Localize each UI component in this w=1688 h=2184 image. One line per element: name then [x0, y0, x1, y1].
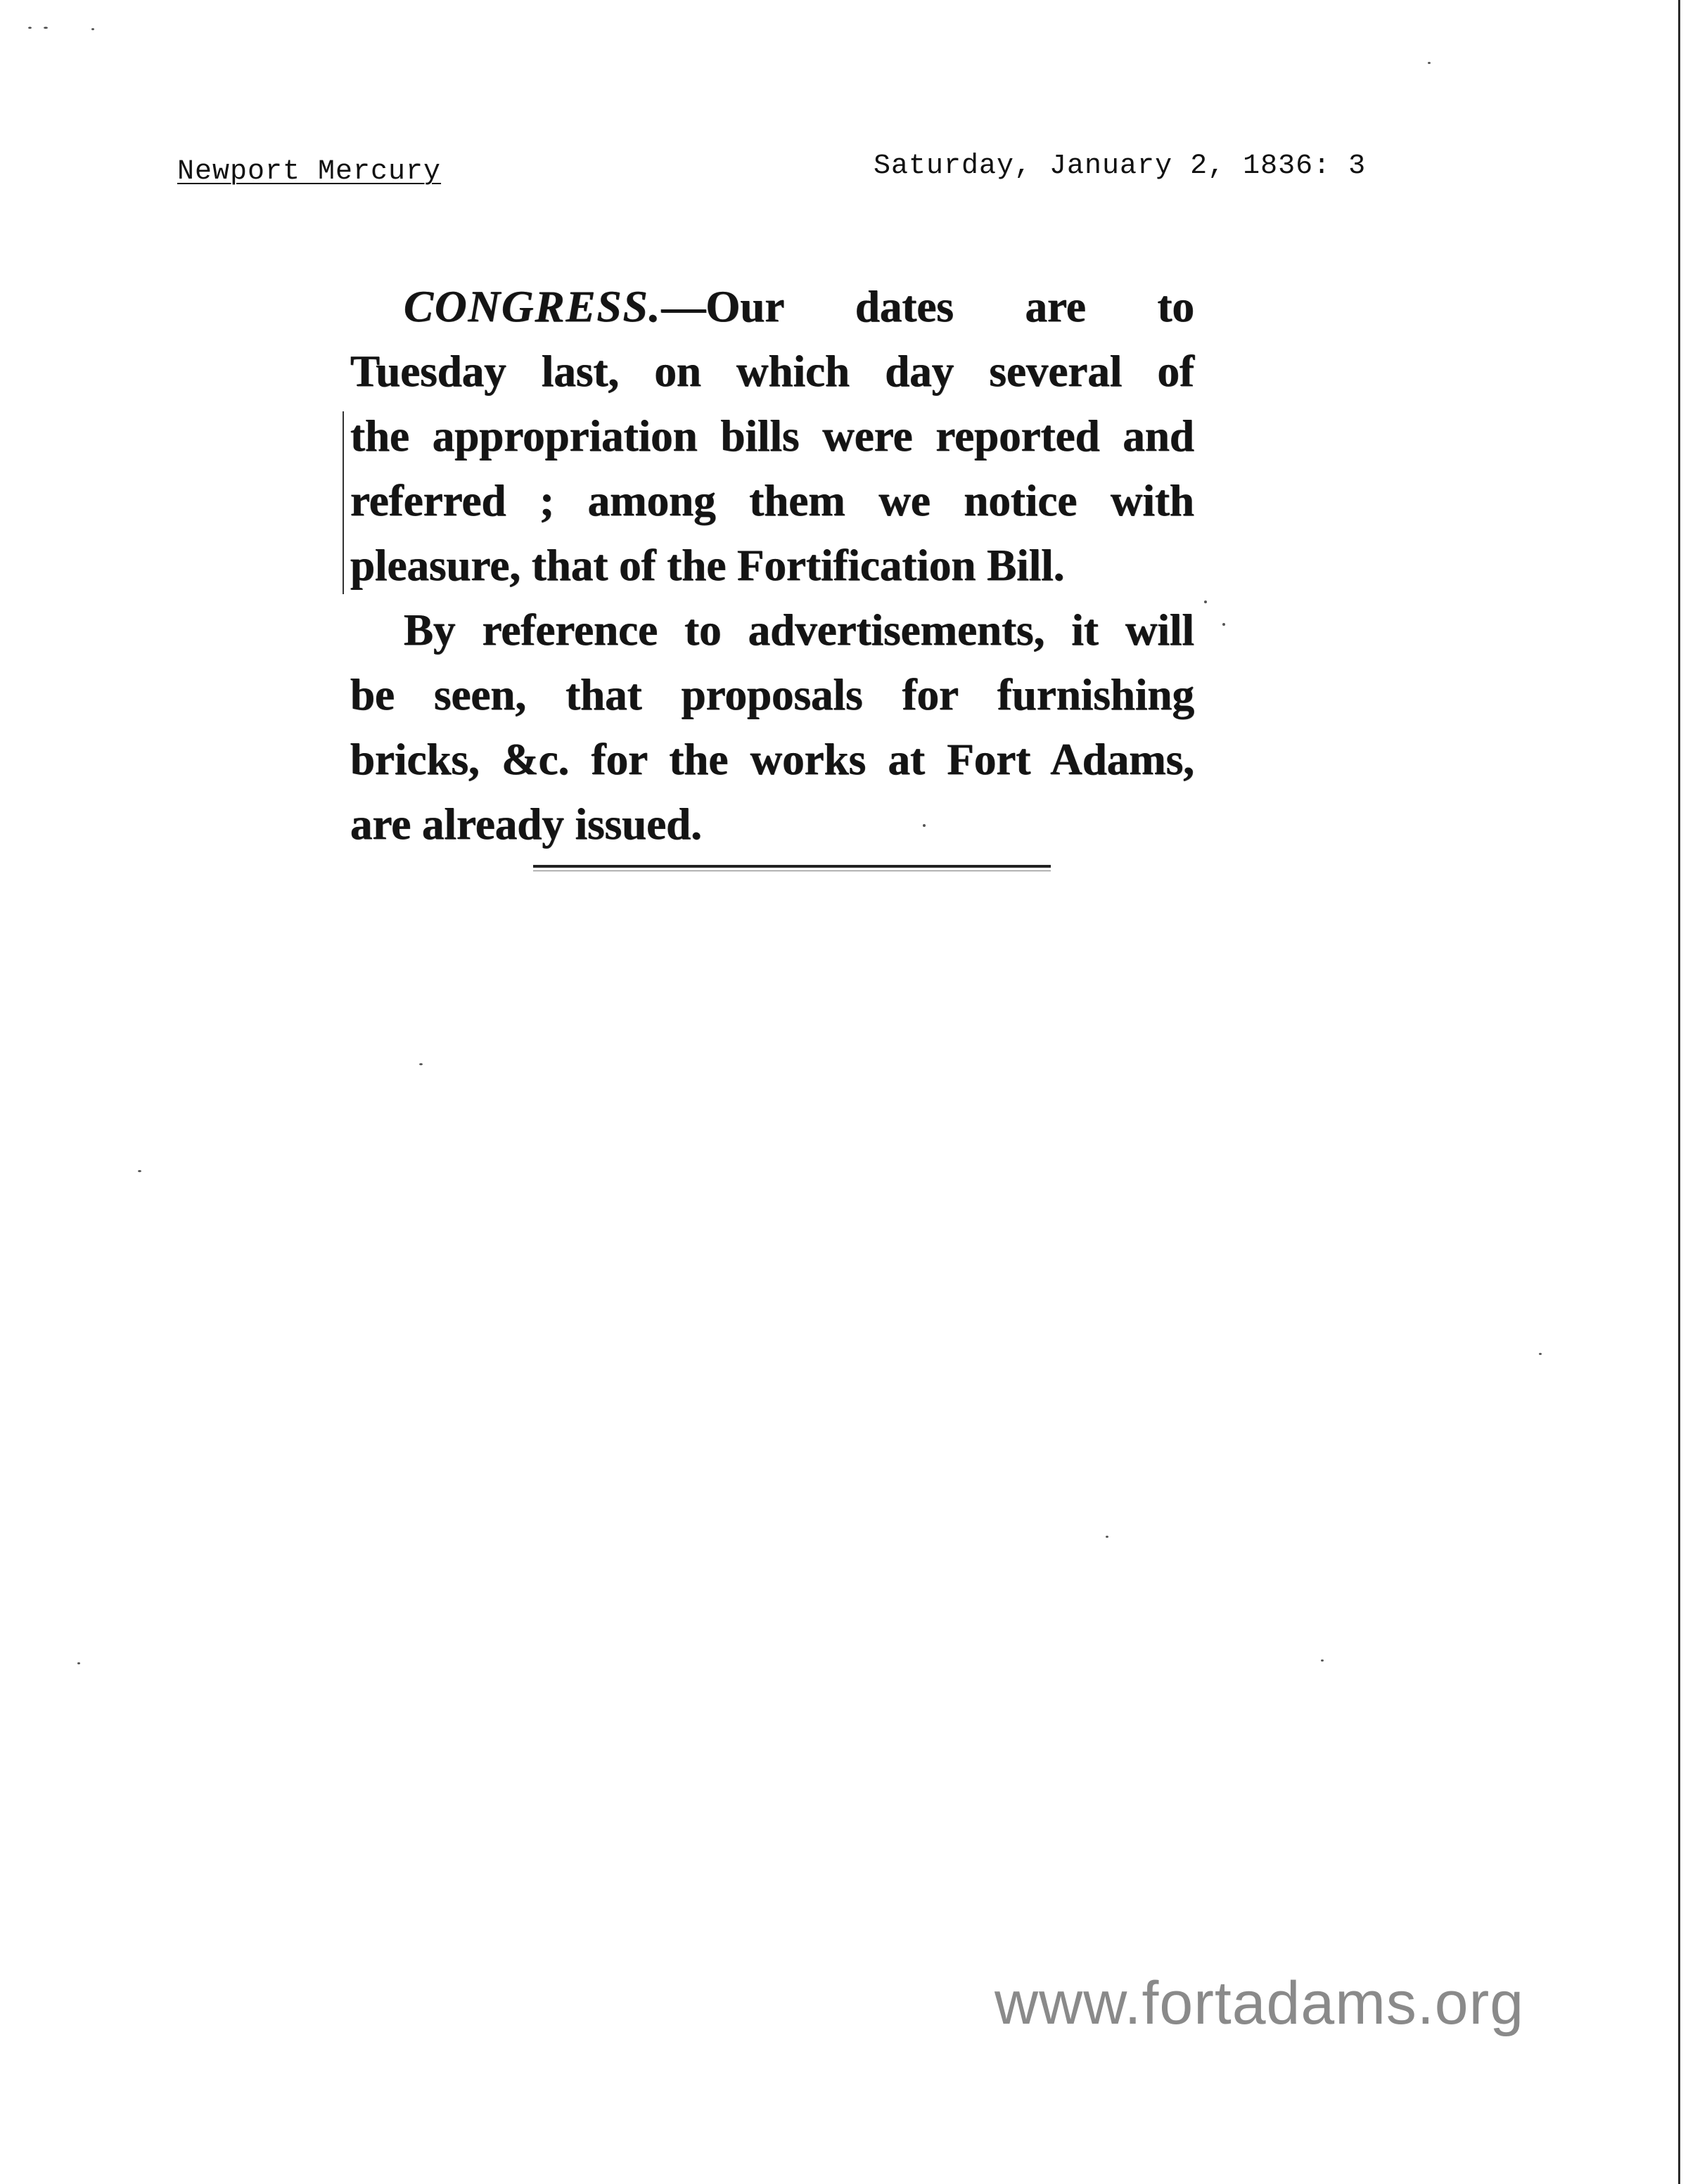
clipping-line: Tuesday last, on which day several of — [350, 347, 1194, 396]
scan-speck — [1321, 1659, 1324, 1662]
scan-speck — [1539, 1353, 1542, 1355]
scan-speck — [419, 1063, 423, 1065]
scan-speck — [138, 1170, 141, 1172]
clipping-line — [350, 274, 1194, 339]
clipping-lead-word: CONGRESS. — [404, 282, 662, 331]
scan-speck — [1428, 62, 1431, 64]
issue-date-page: Saturday, January 2, 1836: 3 — [874, 150, 1367, 182]
scan-speck — [1222, 623, 1225, 626]
clipping-line: are already issued. — [350, 799, 702, 849]
scan-edge — [1678, 0, 1680, 2184]
publication-name: Newport Mercury — [177, 156, 442, 188]
newspaper-clipping — [350, 274, 1194, 856]
clipping-line: the appropriation bills were reported and — [350, 411, 1194, 461]
scan-speck — [1106, 1536, 1108, 1538]
clipping-line: pleasure, that of the Fortification Bill. — [350, 541, 1065, 590]
clipping-line: be seen, that proposals for furnishing — [350, 670, 1194, 719]
clipping-line-text: —Our dates are to — [661, 282, 1194, 331]
scan-speck — [1204, 600, 1207, 603]
scan-speck — [44, 27, 48, 29]
website-watermark: www.fortadams.org — [995, 1970, 1525, 2037]
scan-speck — [77, 1662, 80, 1664]
scan-speck — [91, 28, 94, 30]
scan-speck — [28, 27, 32, 29]
clipping-line: By reference to advertisements, it will — [404, 605, 1194, 655]
clipping-rule — [533, 865, 1051, 868]
clipping-line: referred ; among them we notice with — [350, 476, 1194, 525]
clipping-edge — [343, 411, 344, 594]
clipping-line: bricks, &c. for the works at Fort Adams, — [350, 735, 1194, 784]
